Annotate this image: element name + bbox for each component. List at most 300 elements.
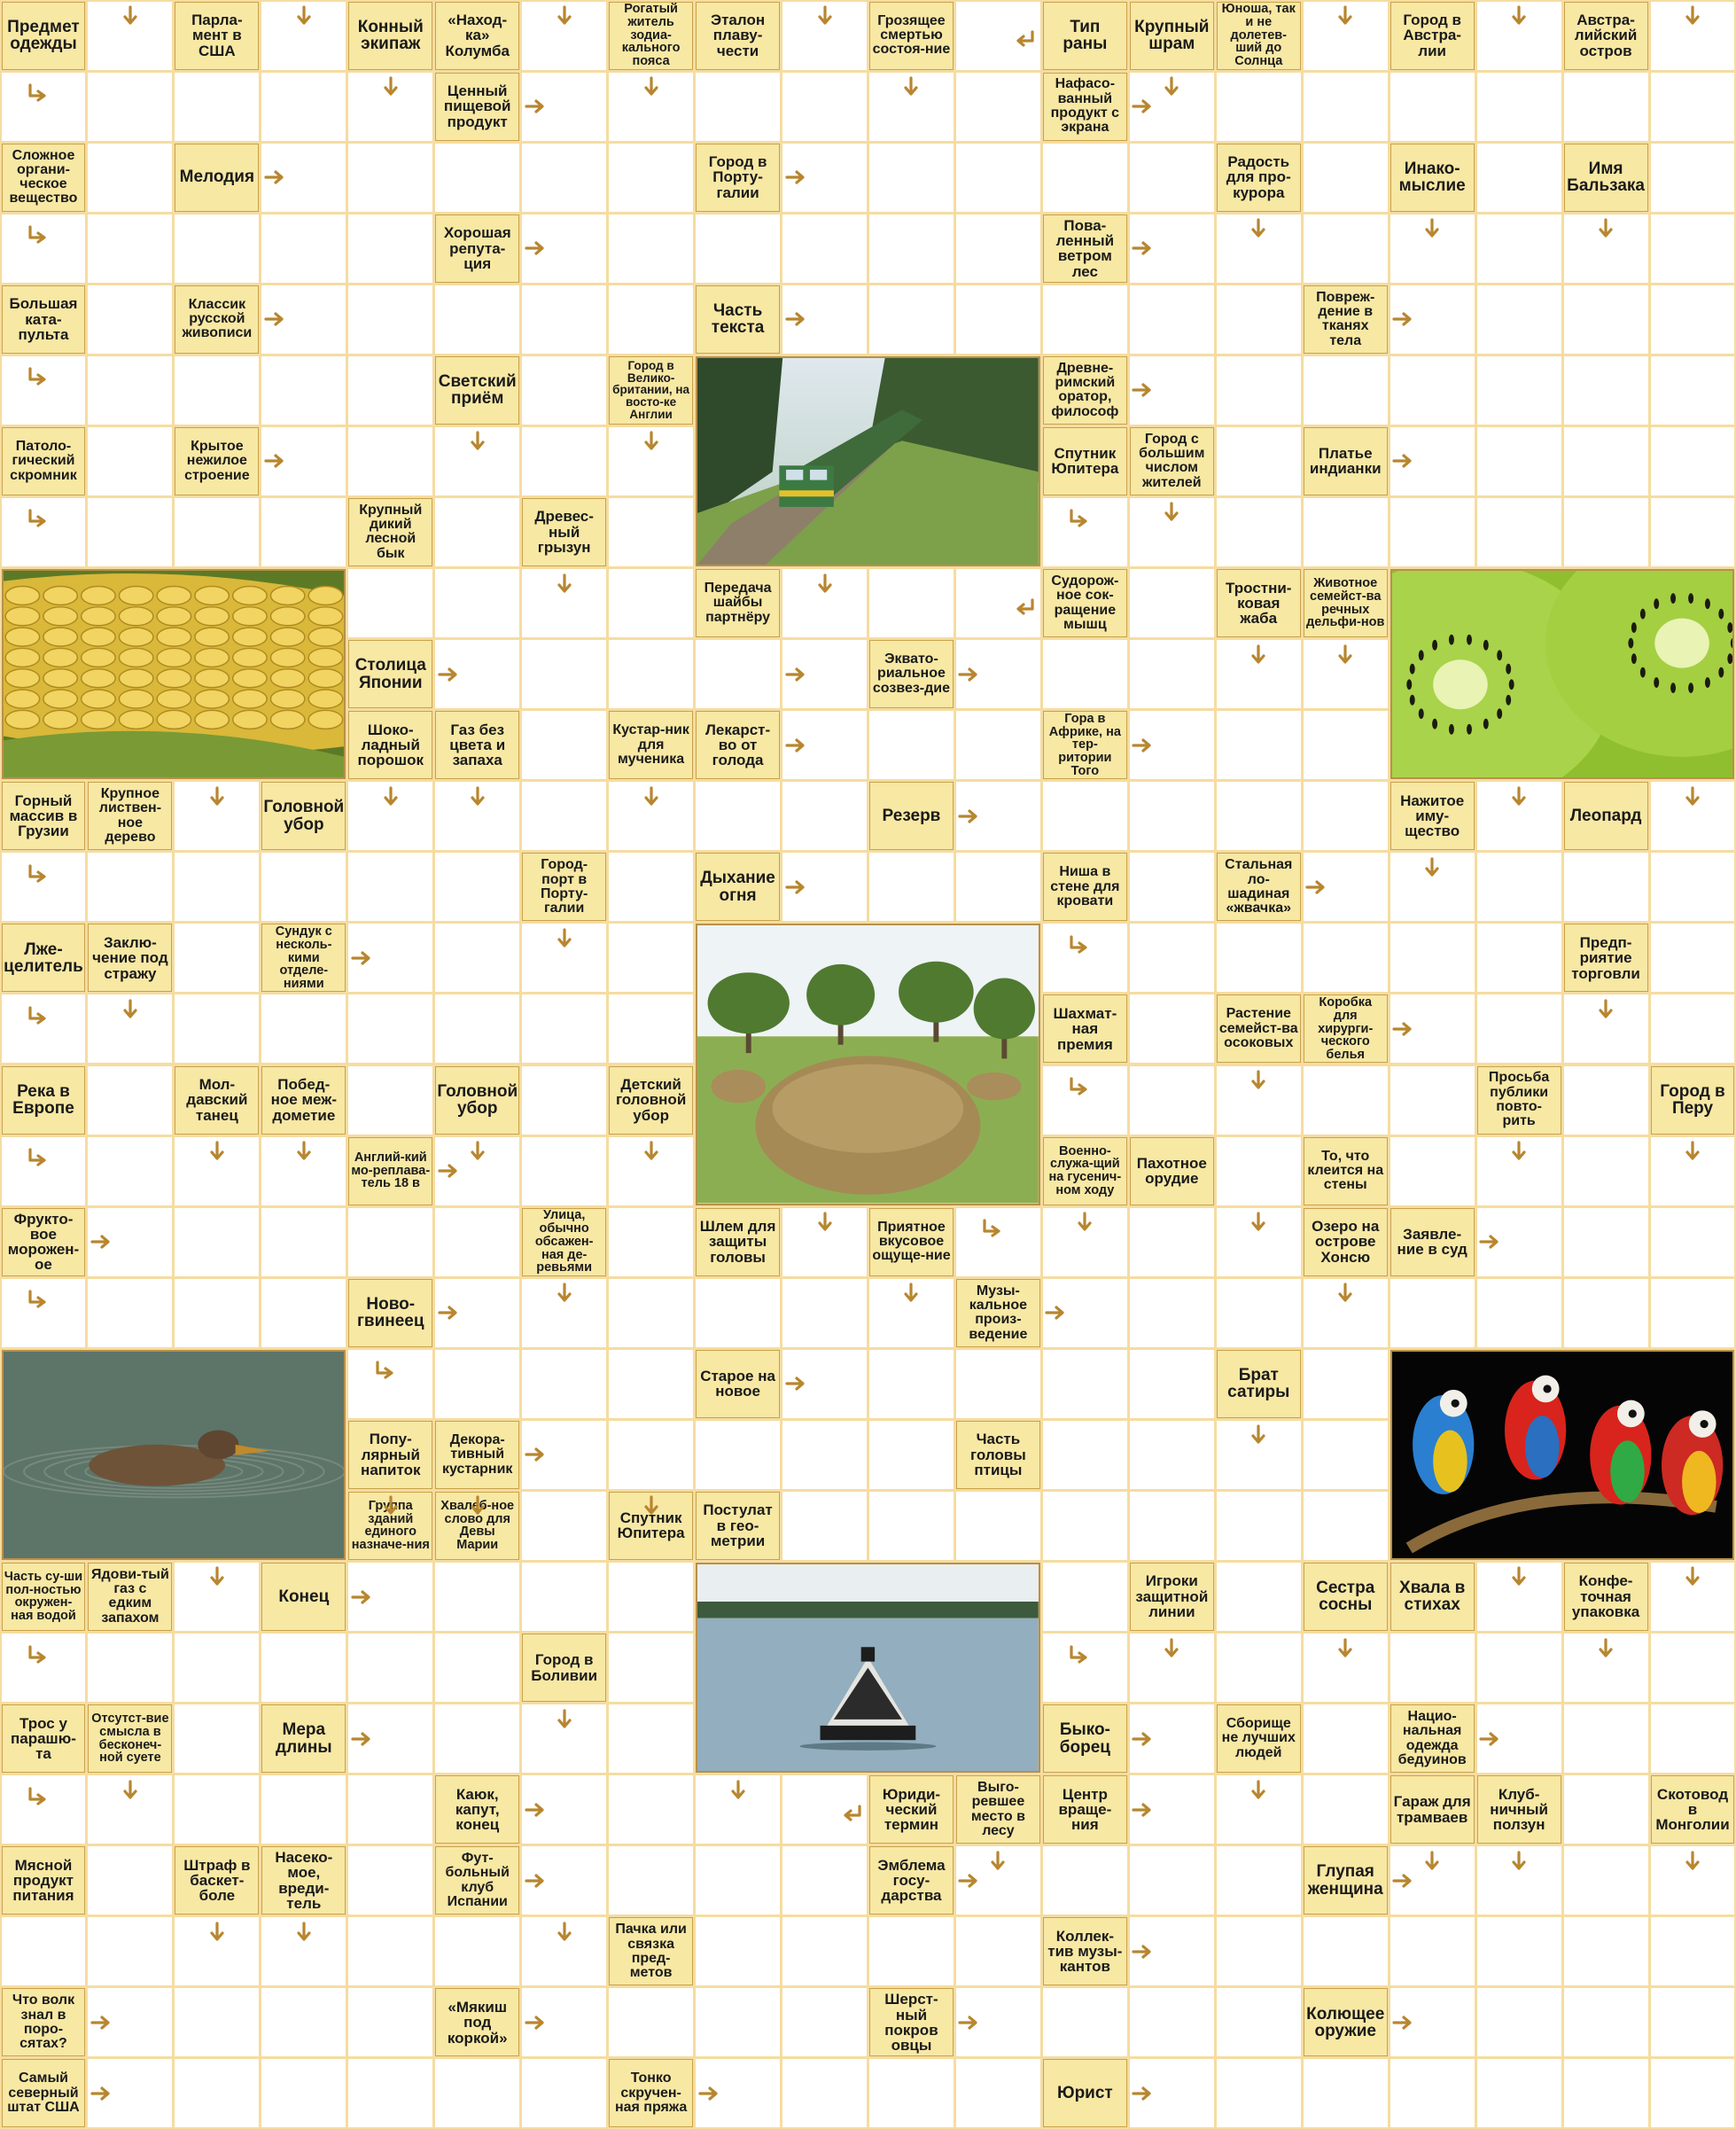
answer-cell[interactable] [522,1350,606,1418]
answer-cell[interactable] [175,498,259,566]
answer-cell[interactable] [1130,640,1214,708]
answer-cell[interactable] [1564,1066,1648,1135]
answer-cell[interactable] [2,1137,86,1205]
answer-cell[interactable] [956,1208,1040,1276]
answer-cell[interactable] [1651,498,1735,566]
answer-cell[interactable] [1130,144,1214,212]
answer-cell[interactable] [88,214,172,283]
answer-cell[interactable] [1564,1917,1648,1985]
answer-cell[interactable] [1477,356,1561,425]
answer-cell[interactable] [435,2059,519,2127]
answer-cell[interactable] [2,498,86,566]
answer-cell[interactable] [88,73,172,141]
answer-cell[interactable] [522,1563,606,1631]
answer-cell[interactable] [435,427,519,495]
answer-cell[interactable] [609,924,693,992]
answer-cell[interactable] [1130,782,1214,850]
answer-cell[interactable] [348,782,432,850]
answer-cell[interactable] [1390,1988,1475,2056]
answer-cell[interactable] [1130,214,1214,283]
answer-cell[interactable] [522,1421,606,1489]
answer-cell[interactable] [261,144,346,212]
answer-cell[interactable] [435,1208,519,1276]
answer-cell[interactable] [522,1988,606,2056]
answer-cell[interactable] [348,1988,432,2056]
answer-cell[interactable] [1390,994,1475,1063]
answer-cell[interactable] [1651,853,1735,921]
answer-cell[interactable] [348,853,432,921]
answer-cell[interactable] [869,73,954,141]
answer-cell[interactable] [1130,994,1214,1063]
answer-cell[interactable] [1217,285,1301,354]
answer-cell[interactable] [869,285,954,354]
answer-cell[interactable] [175,853,259,921]
answer-cell[interactable] [522,1492,606,1560]
answer-cell[interactable] [348,1634,432,1702]
answer-cell[interactable] [1217,640,1301,708]
answer-cell[interactable] [88,1208,172,1276]
answer-cell[interactable] [609,214,693,283]
answer-cell[interactable] [1130,1704,1214,1773]
answer-cell[interactable] [1390,2059,1475,2127]
answer-cell[interactable] [261,853,346,921]
answer-cell[interactable] [1390,285,1475,354]
answer-cell[interactable] [782,73,867,141]
answer-cell[interactable] [175,1279,259,1347]
answer-cell[interactable] [1130,1917,1214,1985]
answer-cell[interactable] [348,994,432,1063]
answer-cell[interactable] [782,1421,867,1489]
answer-cell[interactable] [1043,924,1127,992]
answer-cell[interactable] [1043,498,1127,566]
answer-cell[interactable] [435,853,519,921]
answer-cell[interactable] [261,1775,346,1844]
answer-cell[interactable] [1390,924,1475,992]
answer-cell[interactable] [1304,1492,1388,1560]
answer-cell[interactable] [1130,1208,1214,1276]
answer-cell[interactable] [956,2,1040,70]
answer-cell[interactable] [261,73,346,141]
answer-cell[interactable] [1217,498,1301,566]
answer-cell[interactable] [1564,1988,1648,2056]
answer-cell[interactable] [1304,356,1388,425]
answer-cell[interactable] [1651,1279,1735,1347]
answer-cell[interactable] [956,1846,1040,1915]
answer-cell[interactable] [609,1279,693,1347]
answer-cell[interactable] [1304,782,1388,850]
answer-cell[interactable] [609,1634,693,1702]
answer-cell[interactable] [522,356,606,425]
answer-cell[interactable] [522,1846,606,1915]
answer-cell[interactable] [348,427,432,495]
answer-cell[interactable] [1043,1563,1127,1631]
answer-cell[interactable] [88,994,172,1063]
answer-cell[interactable] [175,1988,259,2056]
answer-cell[interactable] [1390,853,1475,921]
answer-cell[interactable] [1564,285,1648,354]
answer-cell[interactable] [1043,1421,1127,1489]
answer-cell[interactable] [175,1704,259,1773]
answer-cell[interactable] [435,285,519,354]
answer-cell[interactable] [956,1350,1040,1418]
answer-cell[interactable] [1477,853,1561,921]
answer-cell[interactable] [1130,569,1214,637]
answer-cell[interactable] [522,640,606,708]
answer-cell[interactable] [2,1775,86,1844]
answer-cell[interactable] [1304,853,1388,921]
answer-cell[interactable] [609,1208,693,1276]
answer-cell[interactable] [88,1066,172,1135]
answer-cell[interactable] [348,356,432,425]
answer-cell[interactable] [1217,73,1301,141]
answer-cell[interactable] [869,1421,954,1489]
answer-cell[interactable] [261,1634,346,1702]
answer-cell[interactable] [1477,1279,1561,1347]
answer-cell[interactable] [1217,782,1301,850]
answer-cell[interactable] [956,711,1040,779]
answer-cell[interactable] [1304,73,1388,141]
answer-cell[interactable] [435,1279,519,1347]
answer-cell[interactable] [609,1350,693,1418]
answer-cell[interactable] [88,1634,172,1702]
answer-cell[interactable] [175,214,259,283]
answer-cell[interactable] [1564,994,1648,1063]
answer-cell[interactable] [1390,1137,1475,1205]
answer-cell[interactable] [2,1279,86,1347]
answer-cell[interactable] [1217,2059,1301,2127]
answer-cell[interactable] [1651,1846,1735,1915]
answer-cell[interactable] [1304,2,1388,70]
answer-cell[interactable] [348,1917,432,1985]
answer-cell[interactable] [1651,1704,1735,1773]
answer-cell[interactable] [1651,356,1735,425]
answer-cell[interactable] [261,285,346,354]
answer-cell[interactable] [261,1988,346,2056]
answer-cell[interactable] [522,144,606,212]
answer-cell[interactable] [348,73,432,141]
answer-cell[interactable] [1651,782,1735,850]
answer-cell[interactable] [782,569,867,637]
answer-cell[interactable] [1304,1350,1388,1418]
answer-cell[interactable] [1130,1492,1214,1560]
answer-cell[interactable] [869,1279,954,1347]
answer-cell[interactable] [1651,1563,1735,1631]
answer-cell[interactable] [348,2059,432,2127]
answer-cell[interactable] [1477,285,1561,354]
answer-cell[interactable] [609,1775,693,1844]
answer-cell[interactable] [1477,1137,1561,1205]
answer-cell[interactable] [1477,2059,1561,2127]
answer-cell[interactable] [1564,1208,1648,1276]
answer-cell[interactable] [261,1208,346,1276]
answer-cell[interactable] [1130,1421,1214,1489]
answer-cell[interactable] [88,1137,172,1205]
answer-cell[interactable] [522,1279,606,1347]
answer-cell[interactable] [869,853,954,921]
answer-cell[interactable] [956,782,1040,850]
answer-cell[interactable] [175,1634,259,1702]
answer-cell[interactable] [348,214,432,283]
answer-cell[interactable] [1564,1279,1648,1347]
answer-cell[interactable] [1217,1988,1301,2056]
answer-cell[interactable] [782,853,867,921]
answer-cell[interactable] [696,73,780,141]
answer-cell[interactable] [435,1563,519,1631]
answer-cell[interactable] [261,2059,346,2127]
answer-cell[interactable] [261,994,346,1063]
answer-cell[interactable] [435,569,519,637]
answer-cell[interactable] [782,144,867,212]
answer-cell[interactable] [956,640,1040,708]
answer-cell[interactable] [782,1775,867,1844]
answer-cell[interactable] [435,782,519,850]
answer-cell[interactable] [1043,1279,1127,1347]
answer-cell[interactable] [1564,1775,1648,1844]
answer-cell[interactable] [1477,2,1561,70]
answer-cell[interactable] [261,427,346,495]
answer-cell[interactable] [1217,924,1301,992]
answer-cell[interactable] [1043,1350,1127,1418]
answer-cell[interactable] [956,285,1040,354]
answer-cell[interactable] [609,1704,693,1773]
answer-cell[interactable] [522,214,606,283]
answer-cell[interactable] [88,144,172,212]
answer-cell[interactable] [522,924,606,992]
answer-cell[interactable] [1130,1350,1214,1418]
answer-cell[interactable] [1477,1634,1561,1702]
answer-cell[interactable] [1130,73,1214,141]
answer-cell[interactable] [1390,73,1475,141]
answer-cell[interactable] [1217,1279,1301,1347]
answer-cell[interactable] [1217,214,1301,283]
answer-cell[interactable] [175,73,259,141]
answer-cell[interactable] [2,73,86,141]
answer-cell[interactable] [1651,1634,1735,1702]
answer-cell[interactable] [88,356,172,425]
answer-cell[interactable] [1564,498,1648,566]
answer-cell[interactable] [435,924,519,992]
answer-cell[interactable] [435,498,519,566]
answer-cell[interactable] [1651,2059,1735,2127]
answer-cell[interactable] [522,569,606,637]
answer-cell[interactable] [609,1563,693,1631]
answer-cell[interactable] [1651,2,1735,70]
answer-cell[interactable] [348,924,432,992]
answer-cell[interactable] [1043,1208,1127,1276]
answer-cell[interactable] [1304,498,1388,566]
answer-cell[interactable] [1651,1988,1735,2056]
answer-cell[interactable] [175,1775,259,1844]
answer-cell[interactable] [1130,2059,1214,2127]
answer-cell[interactable] [522,285,606,354]
answer-cell[interactable] [782,640,867,708]
answer-cell[interactable] [696,782,780,850]
answer-cell[interactable] [1043,1492,1127,1560]
answer-cell[interactable] [261,1279,346,1347]
answer-cell[interactable] [782,1988,867,2056]
answer-cell[interactable] [1304,640,1388,708]
answer-cell[interactable] [435,1634,519,1702]
answer-cell[interactable] [522,2059,606,2127]
answer-cell[interactable] [522,1066,606,1135]
answer-cell[interactable] [1564,214,1648,283]
answer-cell[interactable] [88,1279,172,1347]
answer-cell[interactable] [1390,1279,1475,1347]
answer-cell[interactable] [1304,144,1388,212]
answer-cell[interactable] [88,853,172,921]
answer-cell[interactable] [348,1704,432,1773]
answer-cell[interactable] [1477,498,1561,566]
answer-cell[interactable] [88,498,172,566]
answer-cell[interactable] [435,1704,519,1773]
answer-cell[interactable] [1477,924,1561,992]
answer-cell[interactable] [696,1775,780,1844]
answer-cell[interactable] [956,73,1040,141]
answer-cell[interactable] [2,356,86,425]
answer-cell[interactable] [1477,1917,1561,1985]
answer-cell[interactable] [1564,853,1648,921]
answer-cell[interactable] [1651,924,1735,992]
answer-cell[interactable] [609,285,693,354]
answer-cell[interactable] [1564,1704,1648,1773]
answer-cell[interactable] [1304,1066,1388,1135]
answer-cell[interactable] [1130,285,1214,354]
answer-cell[interactable] [348,144,432,212]
answer-cell[interactable] [956,1492,1040,1560]
answer-cell[interactable] [1477,144,1561,212]
answer-cell[interactable] [1130,1846,1214,1915]
answer-cell[interactable] [609,782,693,850]
answer-cell[interactable] [1304,2059,1388,2127]
answer-cell[interactable] [1130,853,1214,921]
answer-cell[interactable] [522,782,606,850]
answer-cell[interactable] [696,1917,780,1985]
answer-cell[interactable] [522,2,606,70]
answer-cell[interactable] [1390,214,1475,283]
answer-cell[interactable] [1043,285,1127,354]
answer-cell[interactable] [1304,1775,1388,1844]
answer-cell[interactable] [869,711,954,779]
answer-cell[interactable] [1130,1066,1214,1135]
answer-cell[interactable] [175,2059,259,2127]
answer-cell[interactable] [1304,1917,1388,1985]
answer-cell[interactable] [348,1846,432,1915]
answer-cell[interactable] [1217,1634,1301,1702]
answer-cell[interactable] [88,1775,172,1844]
answer-cell[interactable] [1217,1563,1301,1631]
answer-cell[interactable] [1043,1634,1127,1702]
answer-cell[interactable] [1217,427,1301,495]
answer-cell[interactable] [1651,214,1735,283]
answer-cell[interactable] [2,1917,86,1985]
answer-cell[interactable] [782,214,867,283]
answer-cell[interactable] [1304,1279,1388,1347]
answer-cell[interactable] [1304,924,1388,992]
answer-cell[interactable] [696,1279,780,1347]
answer-cell[interactable] [1390,498,1475,566]
answer-cell[interactable] [1217,1208,1301,1276]
answer-cell[interactable] [609,640,693,708]
answer-cell[interactable] [435,640,519,708]
answer-cell[interactable] [348,1563,432,1631]
answer-cell[interactable] [261,498,346,566]
answer-cell[interactable] [782,1846,867,1915]
answer-cell[interactable] [88,2059,172,2127]
answer-cell[interactable] [782,1350,867,1418]
answer-cell[interactable] [175,356,259,425]
answer-cell[interactable] [1043,1988,1127,2056]
answer-cell[interactable] [175,1137,259,1205]
answer-cell[interactable] [1651,994,1735,1063]
answer-cell[interactable] [1564,1846,1648,1915]
answer-cell[interactable] [1651,427,1735,495]
answer-cell[interactable] [522,994,606,1063]
answer-cell[interactable] [1390,427,1475,495]
answer-cell[interactable] [1477,1988,1561,2056]
answer-cell[interactable] [782,1279,867,1347]
answer-cell[interactable] [1477,73,1561,141]
answer-cell[interactable] [1477,1846,1561,1915]
answer-cell[interactable] [1651,1917,1735,1985]
answer-cell[interactable] [782,2059,867,2127]
answer-cell[interactable] [609,73,693,141]
answer-cell[interactable] [2,994,86,1063]
answer-cell[interactable] [1217,356,1301,425]
answer-cell[interactable] [609,994,693,1063]
answer-cell[interactable] [609,427,693,495]
answer-cell[interactable] [522,1775,606,1844]
answer-cell[interactable] [696,214,780,283]
answer-cell[interactable] [782,711,867,779]
answer-cell[interactable] [1130,356,1214,425]
answer-cell[interactable] [1564,1634,1648,1702]
answer-cell[interactable] [1477,1704,1561,1773]
answer-cell[interactable] [869,1917,954,1985]
answer-cell[interactable] [782,782,867,850]
answer-cell[interactable] [1043,1846,1127,1915]
answer-cell[interactable] [1564,73,1648,141]
answer-cell[interactable] [175,1917,259,1985]
answer-cell[interactable] [1043,144,1127,212]
answer-cell[interactable] [435,994,519,1063]
answer-cell[interactable] [435,144,519,212]
answer-cell[interactable] [261,1917,346,1985]
answer-cell[interactable] [1304,1634,1388,1702]
answer-cell[interactable] [1217,1846,1301,1915]
answer-cell[interactable] [435,1137,519,1205]
answer-cell[interactable] [1651,144,1735,212]
answer-cell[interactable] [175,924,259,992]
answer-cell[interactable] [1043,1066,1127,1135]
answer-cell[interactable] [609,569,693,637]
answer-cell[interactable] [609,1846,693,1915]
answer-cell[interactable] [1304,1704,1388,1773]
answer-cell[interactable] [522,427,606,495]
answer-cell[interactable] [1477,782,1561,850]
answer-cell[interactable] [1217,1137,1301,1205]
answer-cell[interactable] [1390,1917,1475,1985]
answer-cell[interactable] [348,1066,432,1135]
answer-cell[interactable] [2,1634,86,1702]
answer-cell[interactable] [609,144,693,212]
answer-cell[interactable] [1043,640,1127,708]
answer-cell[interactable] [175,1208,259,1276]
answer-cell[interactable] [1390,1634,1475,1702]
answer-cell[interactable] [956,1988,1040,2056]
answer-cell[interactable] [1217,711,1301,779]
answer-cell[interactable] [696,1846,780,1915]
answer-cell[interactable] [1477,214,1561,283]
